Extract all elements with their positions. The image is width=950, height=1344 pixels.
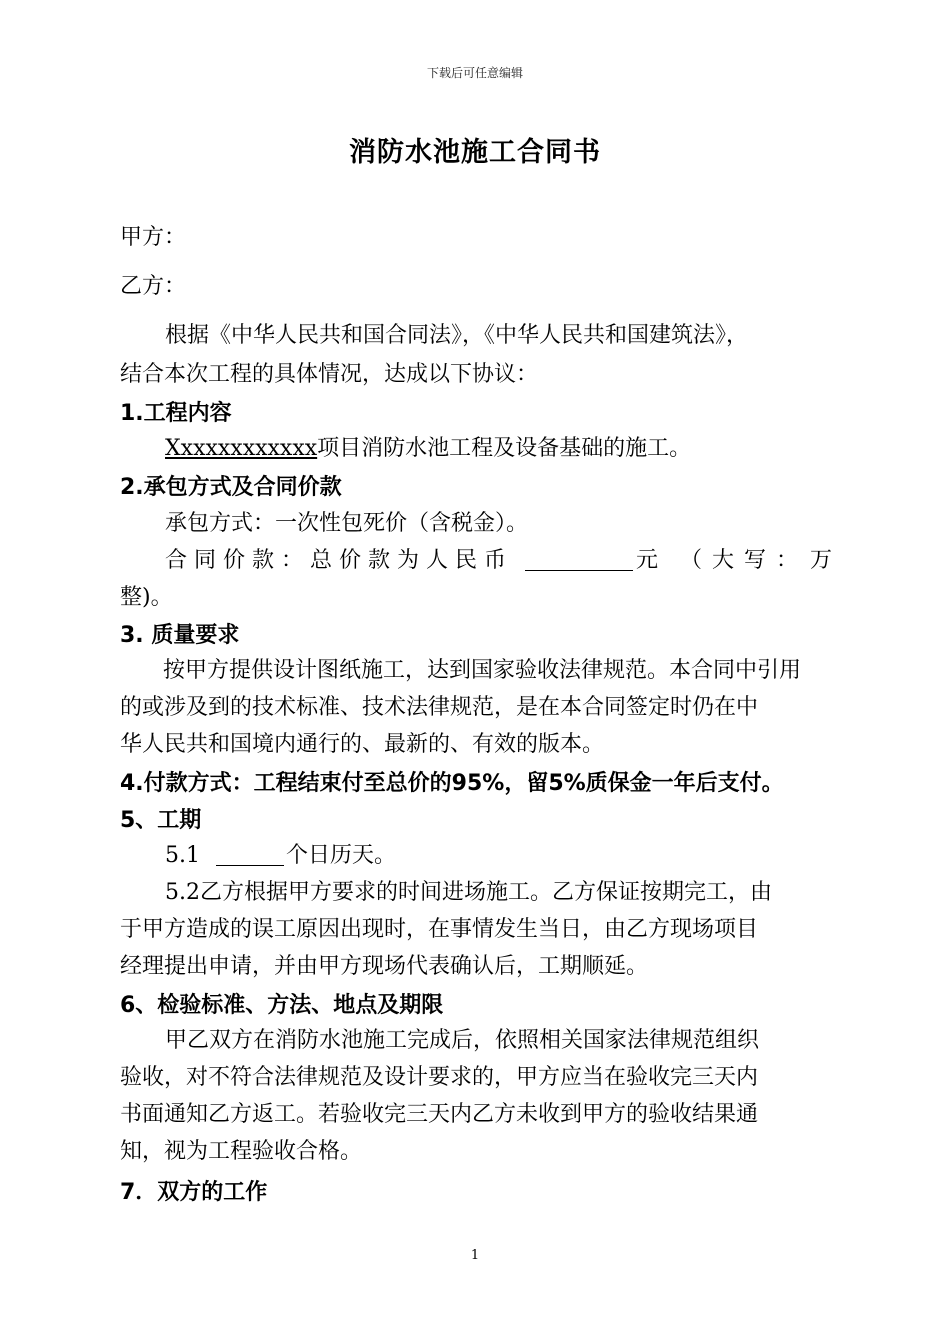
section-1-text: 项目消防水池工程及设备基础的施工。 — [317, 436, 692, 461]
section-3-line-1: 按甲方提供设计图纸施工，达到国家验收法律规范。本合同中引用 — [163, 658, 802, 683]
section-1-content — [165, 430, 691, 467]
section-1-heading: 1.工程内容 — [120, 401, 232, 426]
section-2-heading: 2.承包方式及合同价款 — [120, 475, 342, 500]
contract-mode: 承包方式：一次性包死价（含税金）。 — [165, 511, 529, 536]
section-3-heading: 3. 质量要求 — [120, 623, 240, 648]
price-words-label: （大写： — [680, 548, 809, 573]
price-label: 合同价款：总价款为人民币 — [165, 548, 514, 573]
item-5-2-line-1: 5.2乙方根据甲方要求的时间进场施工。乙方保证按期完工，由 — [165, 880, 772, 905]
document-title: 消防水池施工合同书 — [349, 137, 601, 168]
item-5-2-line-2: 于甲方造成的误工原因出现时，在事情发生当日，由乙方现场项目 — [120, 917, 759, 942]
price-amount-blank — [525, 546, 633, 571]
project-name: Xxxxxxxxxxxx — [165, 436, 318, 461]
price-unit: 元 — [636, 548, 659, 573]
section-3-line-2: 的或涉及到的技术标准、技术法律规范，是在本合同签定时仍在中 — [120, 695, 759, 720]
intro-line-1: 根据《中华人民共和国合同法》，《中华人民共和国建筑法》， — [165, 323, 749, 348]
section-3-line-3: 华人民共和国境内通行的、最新的、有效的版本。 — [120, 732, 605, 757]
page-number: 1 — [470, 1248, 480, 1263]
intro-line-2: 结合本次工程的具体情况，达成以下协议： — [120, 362, 539, 387]
price-end: 整)。 — [120, 585, 173, 610]
duration-blank — [216, 841, 284, 866]
item-5-1-suffix: 个日历天。 — [286, 843, 397, 868]
contract-price-row — [165, 542, 513, 579]
item-5-1-prefix: 5.1 — [165, 843, 200, 868]
price-wan: 万 — [810, 548, 833, 573]
section-4-heading: 4.付款方式：工程结束付至总价的95%，留5%质保金一年后支付。 — [120, 771, 784, 796]
party-b-label: 乙方： — [120, 274, 187, 299]
section-6-line-3: 书面通知乙方返工。若验收完三天内乙方未收到甲方的验收结果通 — [120, 1102, 759, 1127]
section-6-line-1: 甲乙双方在消防水池施工完成后，依照相关国家法律规范组织 — [165, 1028, 760, 1053]
section-6-line-4: 知，视为工程验收合格。 — [120, 1139, 363, 1164]
section-6-line-2: 验收，对不符合法律规范及设计要求的，甲方应当在验收完三天内 — [120, 1065, 759, 1090]
header-note: 下载后可任意编辑 — [426, 66, 523, 80]
section-6-heading: 6、检验标准、方法、地点及期限 — [120, 993, 444, 1018]
section-5-heading: 5、工期 — [120, 808, 202, 833]
section-7-heading: 7．双方的工作 — [120, 1180, 268, 1205]
item-5-2-line-3: 经理提出申请，并由甲方现场代表确认后，工期顺延。 — [120, 954, 649, 979]
party-a-label: 甲方： — [120, 225, 187, 250]
